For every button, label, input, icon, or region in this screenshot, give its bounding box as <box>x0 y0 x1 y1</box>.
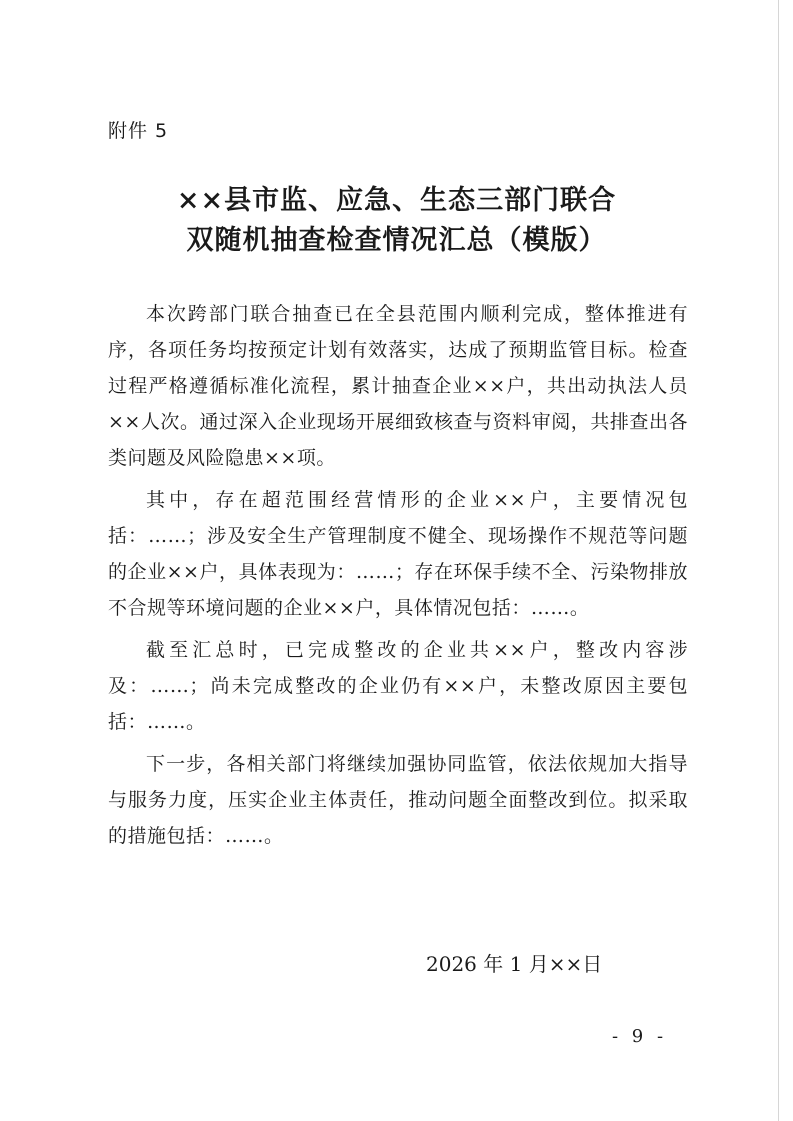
page-number: - 9 - <box>612 1026 668 1047</box>
paragraph-problems: 其中，存在超范围经营情形的企业××户，主要情况包括：……；涉及安全生产管理制度不健全、现场操作不规范等问题的企业××户，具体表现为：……；存在环保手续不全、污染物排放不合规等环境问题的企业××户，具体情况包括：……。 <box>108 489 688 619</box>
document-date: 2026 年 1 月××日 <box>426 952 603 976</box>
paragraph-next-steps: 下一步，各相关部门将继续加强协同监管，依法依规加大指导与服务力度，压实企业主体责任，推动问题全面整改到位。拟采取的措施包括：……。 <box>108 753 688 847</box>
paragraph-rectification: 截至汇总时，已完成整改的企业共××户，整改内容涉及：……；尚未完成整改的企业仍有××户，未整改原因主要包括：……。 <box>108 639 688 733</box>
page-edge-line <box>778 0 779 1121</box>
document-title-line-1: ××县市监、应急、生态三部门联合 <box>176 185 617 216</box>
paragraph-overview: 本次跨部门联合抽查已在全县范围内顺利完成，整体推进有序，各项任务均按预定计划有效落实，达成了预期监管目标。检查过程严格遵循标准化流程，累计抽查企业××户，共出动执法人员××人次。通过深入企业现场开展细致核查与资料审阅，共排查出各类问题及风险隐患××项。 <box>108 303 688 469</box>
attachment-label: 附件 5 <box>108 120 169 142</box>
document-title-line-2: 双随机抽查检查情况汇总（模版） <box>186 225 607 256</box>
document-body <box>108 296 688 860</box>
